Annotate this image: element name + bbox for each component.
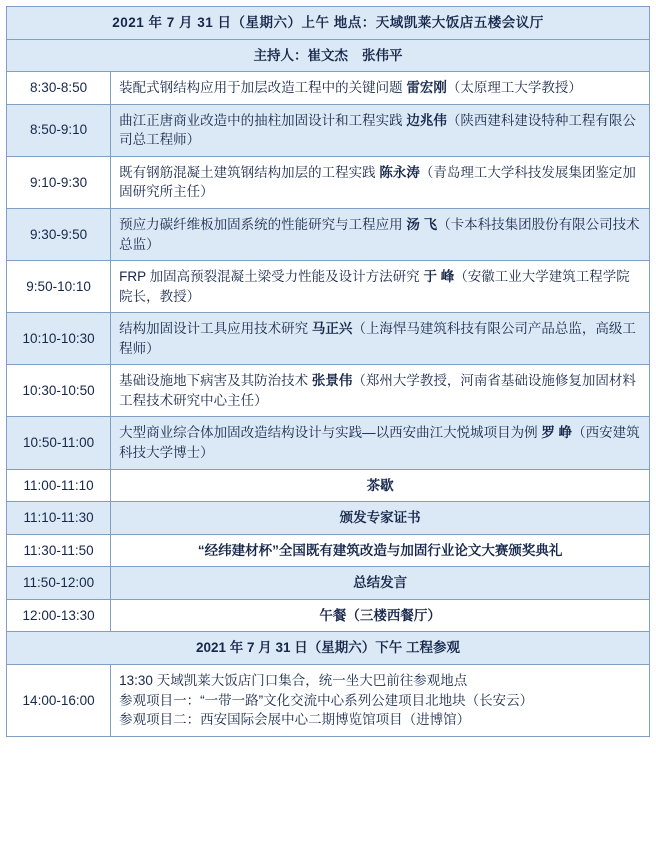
header-date-text: 2021 年 7 月 31 日（星期六）上午 地点：天域凯莱大饭店五楼会议厅 — [7, 7, 650, 40]
session-affiliation: （西安建筑科技大学博士） — [119, 425, 640, 460]
session-content: “经纬建材杯”全国既有建筑改造与加固行业论文大赛颁奖典礼 — [111, 534, 650, 567]
table-row — [7, 469, 650, 502]
table-row — [7, 156, 650, 208]
host-label: 主持人： — [253, 47, 308, 63]
session-content — [111, 313, 650, 365]
session-affiliation: （陕西建科建设特种工程有限公司总工程师） — [119, 112, 636, 148]
table-row — [7, 313, 650, 365]
header-host-row — [7, 39, 650, 72]
header-host-cell — [7, 39, 650, 72]
header-date-row — [7, 7, 650, 40]
session-time: 10:10-10:30 — [7, 313, 111, 365]
session-time: 10:50-11:00 — [7, 417, 111, 469]
session-time: 11:00-11:10 — [7, 469, 111, 502]
session-affiliation: （青岛理工大学科技发展集团鉴定加固研究所主任） — [119, 164, 636, 200]
session-affiliation: （卡本科技集团股份有限公司技术总监） — [119, 216, 640, 252]
session-content — [111, 261, 650, 313]
session-content — [111, 365, 650, 417]
session-affiliation: （安徽工业大学建筑工程学院院长，教授） — [119, 269, 630, 304]
session-content — [111, 72, 650, 105]
table-row — [7, 599, 650, 632]
session-affiliation: （上海悍马建筑科技有限公司产品总监，高级工程师） — [119, 321, 636, 356]
visit-line-1: 13:30 天域凯莱大饭店门口集合，统一坐大巴前往参观地点 — [119, 672, 468, 688]
session-speaker: 陈永涛 — [379, 164, 420, 180]
session-content: 总结发言 — [111, 567, 650, 600]
visit-line-3: 参观项目二：西安国际会展中心二期博览馆项目（进博馆） — [119, 712, 471, 728]
session-time: 11:50-12:00 — [7, 567, 111, 600]
schedule-table — [6, 6, 650, 737]
session-content: 颁发专家证书 — [111, 502, 650, 535]
session-content: 午餐（三楼西餐厅） — [111, 599, 650, 632]
session-time: 12:00-13:30 — [7, 599, 111, 632]
session-affiliation: （太原理工大学教授） — [446, 80, 582, 96]
session-speaker: 边兆伟 — [406, 112, 447, 128]
session-content — [111, 417, 650, 469]
session-topic: 结构加固设计工具应用技术研究 — [119, 321, 309, 337]
session-time: 9:10-9:30 — [7, 156, 111, 208]
host-name-2: 张伟平 — [362, 47, 403, 63]
table-row — [7, 104, 650, 156]
session-topic: 既有钢筋混凝土建筑钢结构加层的工程实践 — [119, 164, 376, 180]
session-speaker: 汤 飞 — [406, 216, 438, 232]
session-topic: 基础设施地下病害及其防治技术 — [119, 373, 309, 389]
visit-time: 14:00-16:00 — [7, 664, 111, 736]
session-topic: 装配式钢结构应用于加层改造工程中的关键问题 — [119, 80, 403, 96]
session-topic: 曲江正唐商业改造中的抽柱加固设计和工程实践 — [119, 112, 403, 128]
table-row — [7, 664, 650, 736]
session-time: 9:50-10:10 — [7, 261, 111, 313]
table-row — [7, 534, 650, 567]
session-time: 8:50-9:10 — [7, 104, 111, 156]
table-row — [7, 502, 650, 535]
session-affiliation: （郑州大学教授，河南省基础设施修复加固材料工程技术研究中心主任） — [119, 373, 636, 408]
session-speaker: 于 峰 — [423, 269, 455, 285]
session-content — [111, 208, 650, 260]
table-row — [7, 567, 650, 600]
session-speaker: 雷宏刚 — [406, 80, 447, 96]
session-time: 8:30-8:50 — [7, 72, 111, 105]
visit-line-2: 参观项目一：“一带一路”文化交流中心系列公建项目北地块（长安云） — [119, 692, 534, 708]
session-time: 10:30-10:50 — [7, 365, 111, 417]
afternoon-band-text: 2021 年 7 月 31 日（星期六）下午 工程参观 — [7, 632, 650, 665]
table-row — [7, 417, 650, 469]
session-time: 11:30-11:50 — [7, 534, 111, 567]
table-row — [7, 261, 650, 313]
session-topic: 大型商业综合体加固改造结构设计与实践—以西安曲江大悦城项目为例 — [119, 425, 538, 441]
session-topic: 预应力碳纤维板加固系统的性能研究与工程应用 — [119, 216, 403, 232]
session-speaker: 马正兴 — [311, 321, 353, 337]
session-speaker: 罗 峥 — [541, 425, 573, 441]
visit-content — [111, 664, 650, 736]
session-time: 11:10-11:30 — [7, 502, 111, 535]
session-speaker: 张景伟 — [311, 373, 353, 389]
session-time: 9:30-9:50 — [7, 208, 111, 260]
session-content — [111, 104, 650, 156]
table-row — [7, 208, 650, 260]
session-content: 茶歇 — [111, 469, 650, 502]
session-topic: FRP 加固高预裂混凝土梁受力性能及设计方法研究 — [119, 269, 420, 285]
session-content — [111, 156, 650, 208]
host-name-1: 崔文杰 — [307, 47, 348, 63]
table-row — [7, 365, 650, 417]
table-row — [7, 72, 650, 105]
afternoon-band-row — [7, 632, 650, 665]
